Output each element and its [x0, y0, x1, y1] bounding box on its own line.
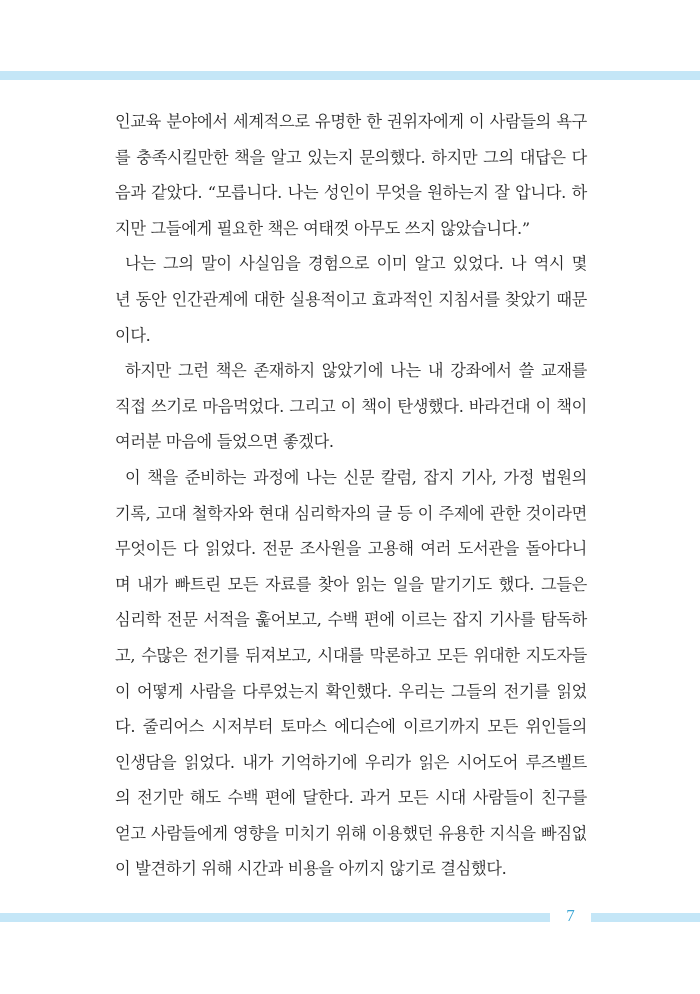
text-line: 인교육 분야에서 세계적으로 유명한 한 권위자에게 이 사람들의 욕구 — [115, 112, 587, 131]
page-number: 7 — [566, 906, 575, 925]
text-line: 년 동안 인간관계에 대한 실용적이고 효과적인 지침서를 찾았기 때문 — [115, 289, 587, 309]
text-line: 다. 줄리어스 시저부터 토마스 에디슨에 이르기까지 모든 위인들의 — [115, 717, 587, 737]
text-line: 여러분 마음에 들었으면 좋겠다. — [115, 432, 334, 452]
text-line: 인생담을 읽었다. 내가 기억하기에 우리가 읽은 시어도어 루즈벨트 — [115, 752, 587, 772]
text-line: 음과 같았다. “모릅니다. 나는 성인이 무엇을 원하는지 잘 압니다. 하 — [115, 183, 587, 203]
text-line: 이다. — [115, 325, 151, 345]
text-line: 지만 그들에게 필요한 책은 여태껏 아무도 쓰지 않았습니다.” — [115, 218, 530, 238]
text-line: 의 전기만 해도 수백 편에 달한다. 과거 모든 시대 사람들이 친구를 — [115, 788, 587, 808]
text-line: 무엇이든 다 읽었다. 전문 조사원을 고용해 여러 도서관을 돌아다니 — [115, 539, 587, 559]
text-line: 를 충족시킬만한 책을 알고 있는지 문의했다. 하지만 그의 대답은 다 — [115, 147, 587, 167]
text-line: 이 책을 준비하는 과정에 나는 신문 칼럼, 잡지 기사, 가정 법원의 — [125, 467, 587, 487]
text-line: 나는 그의 말이 사실임을 경험으로 이미 알고 있었다. 나 역시 몇 — [125, 254, 587, 274]
text-line: 이 어떻게 사람을 다루었는지 확인했다. 우리는 그들의 전기를 읽었 — [115, 681, 587, 701]
footer-band-right — [591, 913, 700, 922]
text-line: 얻고 사람들에게 영향을 미치기 위해 이용했던 유용한 지식을 빠짐없 — [115, 823, 587, 843]
text-line: 이 발견하기 위해 시간과 비용을 아끼지 않기로 결심했다. — [115, 859, 507, 879]
text-line: 며 내가 빠트린 모든 자료를 찾아 읽는 일을 맡기기도 했다. 그들은 — [115, 574, 587, 594]
text-line: 고, 수많은 전기를 뒤져보고, 시대를 막론하고 모든 위대한 지도자들 — [115, 645, 587, 665]
footer-band-left — [0, 913, 550, 922]
body-text — [115, 104, 587, 887]
text-line: 하지만 그런 책은 존재하지 않았기에 나는 내 강좌에서 쓸 교재를 — [125, 361, 587, 381]
text-line: 기록, 고대 철학자와 현대 심리학자의 글 등 이 주제에 관한 것이라면 — [115, 503, 587, 523]
header-decorative-band — [0, 71, 700, 80]
text-line: 심리학 전문 서적을 훑어보고, 수백 편에 이르는 잡지 기사를 탐독하 — [115, 610, 587, 630]
text-line: 직접 쓰기로 마음먹었다. 그리고 이 책이 탄생했다. 바라건대 이 책이 — [115, 396, 587, 416]
